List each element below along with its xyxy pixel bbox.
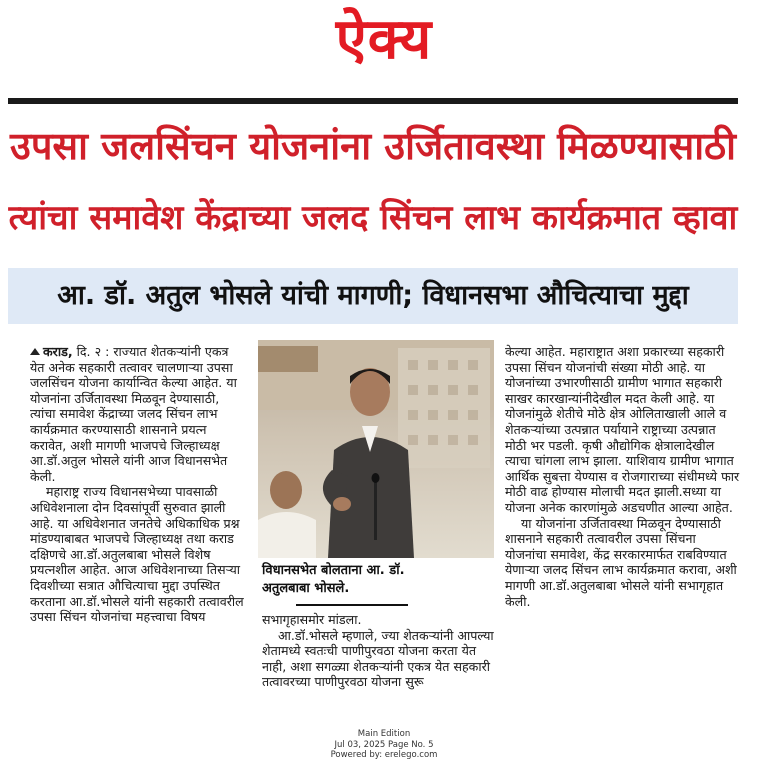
article-paragraph: केल्या आहेत. महाराष्ट्रात अशा प्रकारच्या सहकारी उपसा सिंचन योजनांची संख्या मोठी आहे. या योजनांच्या उभारणीसाठी ग्रामीण भागात सहकारी साखर कारखान्यांनीदेखील मदत केली आहे. या योजनांमुळे शेतीचे मोठे क्षेत्र ओलिताखाली आले व शेतकऱ्यांच्या उत्पन्नात पर्यायाने राष्ट्राच्या उत्पन्नात मोठी भर पडली. कृषी औद्योगिक क्षेत्रालादेखील त्याचा चांगला लाभ झाला. याशिवाय ग्रामीण भागात आर्थिक सुबत्ता येण्यास व रोजगाराच्या संधीमध्ये फार मोठी वाढ होण्यास मोलाची मदत झाली.सध्या या योजना अनेक कारणांमुळे अडचणीत आल्या आहेत. xyxy=(505,344,740,515)
masthead-rule xyxy=(8,98,738,104)
photo-caption xyxy=(262,562,494,598)
edition-label: Main Edition xyxy=(357,729,411,739)
date-page-label: Jul 03, 2025 Page No. 5 xyxy=(334,739,434,750)
article-column-1 xyxy=(30,344,244,625)
masthead xyxy=(0,0,768,98)
article-paragraph: महाराष्ट्र राज्य विधानसभेच्या पावसाळी अधिवेशनाला दोन दिवसांपूर्वी सुरुवात झाली आहे. या अधिवेशनात जनतेचे अधिकाधिक प्रश्न मांडण्याबाबत भाजपचे जिल्हाध्यक्ष तथा कराड दक्षिणचे आ.डॉ.अतुलबाबा भोसले विशेष प्रयत्नशील आहेत. आज अधिवेशनाच्या तिसऱ्या दिवशीच्या सत्रात औचित्याचा मुद्दा उपस्थित करताना आ.डॉ.भोसले यांनी सहकारी तत्वावरील उपसा सिंचन योजनांचा महत्त्वाचा विषय xyxy=(30,484,244,625)
photo-caption-line-1: विधानसभेत बोलताना आ. डॉ. xyxy=(262,563,405,578)
article-paragraph: या योजनांना उर्जितावस्था मिळवून देण्यासाठी शासनाने सहकारी तत्वावरील उपसा सिंचना योजनांचा समावेश, केंद्र सरकारमार्फत राबविण्यात येणाऱ्या जलद सिंचन लाभ कार्यक्रमात करावा, अशी मागणी आ.डॉ.अतुलबाबा भोसले यांनी सभागृहात केली. xyxy=(505,515,737,609)
article-paragraph: सभागृहासमोर मांडला. xyxy=(262,612,362,627)
article-column-3 xyxy=(505,344,740,609)
article-lead-text: दि. २ : राज्यात शेतकऱ्यांनी एकत्र येत अनेक सहकारी तत्वावर चालणाऱ्या उपसा जलसिंचन योजना कार्यान्वित केल्या आहेत. या योजनांना उर्जितावस्था मिळवून देण्यासाठी, त्यांचा समावेश केंद्राच्या जलद सिंचन लाभ कार्यक्रमात करण्यासाठी शासनाने प्रयत्न करावेत, अशी मागणी भाजपचे जिल्हाध्यक्ष आ.डॉ.अतुल भोसले यांनी आज विधानसभेत केली. xyxy=(30,344,237,484)
article-photo xyxy=(258,340,494,558)
dateline-triangle-icon xyxy=(30,348,40,355)
headline-line-1: उपसा जलसिंचन योजनांना उर्जितावस्था मिळण्यासाठी xyxy=(10,124,736,168)
page-footer xyxy=(0,729,768,761)
article-column-2 xyxy=(262,612,494,690)
photo-caption-line-2: अतुलबाबा भोसले. xyxy=(262,581,350,596)
article-lead-paragraph xyxy=(30,344,244,484)
subheadline: आ. डॉ. अतुल भोसले यांची मागणी; विधानसभा औचित्याचा मुद्दा xyxy=(57,280,689,311)
caption-divider xyxy=(296,604,408,606)
dateline-place: कराड, xyxy=(43,344,73,359)
headline-line-2: त्यांचा समावेश केंद्राच्या जलद सिंचन लाभ कार्यक्रमात व्हावा xyxy=(8,198,738,238)
newspaper-logo: ऐक्य xyxy=(335,7,433,72)
speaker-photo-illustration xyxy=(258,340,494,558)
powered-by-label: Powered by: erelego.com xyxy=(330,750,438,760)
article-paragraph: आ.डॉ.भोसले म्हणाले, ज्या शेतकऱ्यांनी आपल्या शेतामध्ये स्वतःची पाणीपुरवठा योजना करता येत नाही, अशा सगळ्या शेतकऱ्यांनी एकत्र येत सहकारी तत्वावरच्या पाणीपुरवठा योजना सुरू xyxy=(262,627,494,690)
